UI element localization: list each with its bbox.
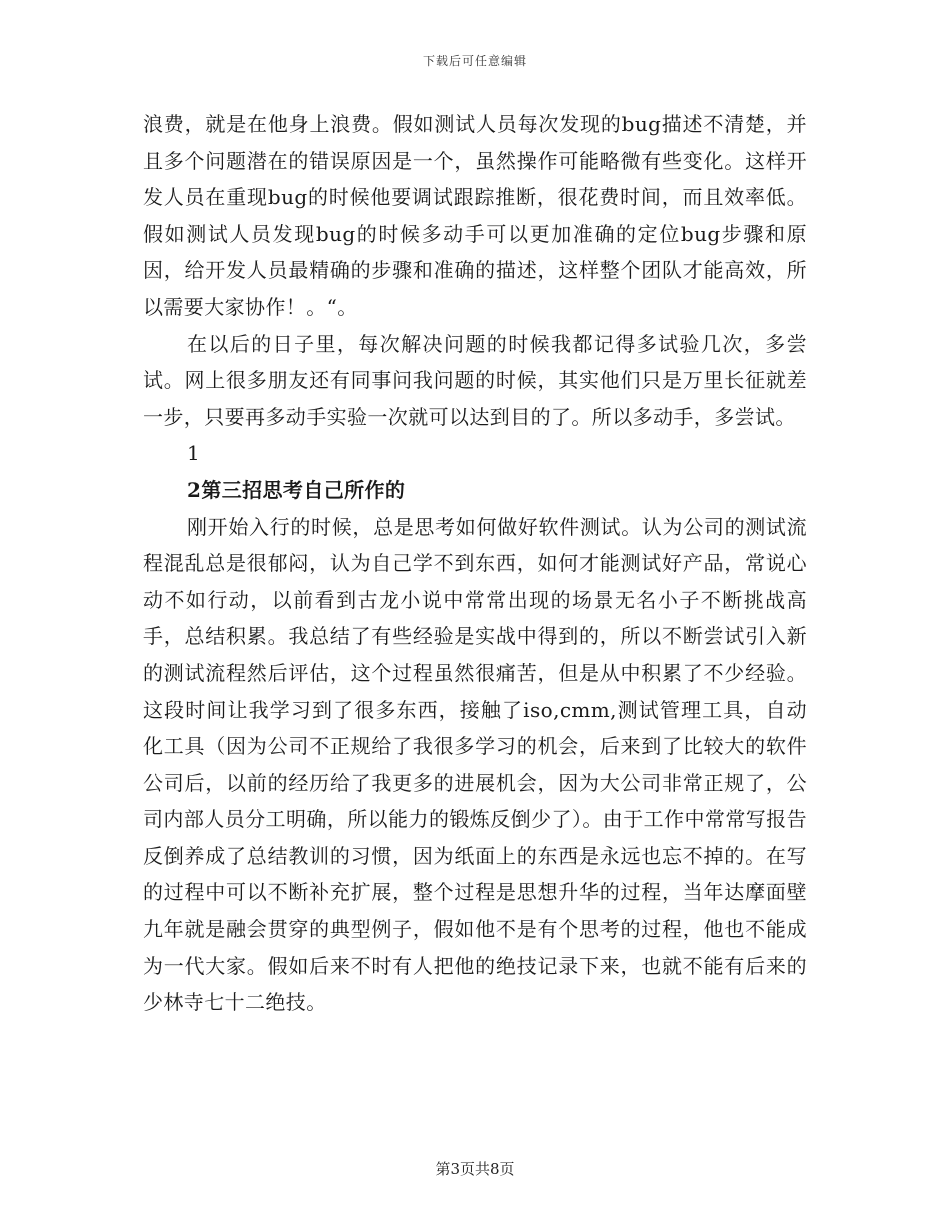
page-footer: 第3页共8页 bbox=[435, 1160, 515, 1178]
paragraph-2: 在以后的日子里，每次解决问题的时候我都记得多试验几次，多尝试。网上很多朋友还有同事问我问题的时候，其实他们只是万里长征就差一步，只要再多动手实验一次就可以达到目的了。所以多动手，多尝试。 bbox=[143, 331, 807, 429]
page-header: 下载后可任意编辑 bbox=[422, 54, 527, 68]
paragraph-3: 刚开始入行的时候，总是思考如何做好软件测试。认为公司的测试流程混乱总是很郁闷，认为自己学不到东西，如何才能测试好产品，常说心动不如行动，以前看到古龙小说中常常出现的场景无名小子不断挑战高手，总结积累。我总结了有些经验是实战中得到的，所以不断尝试引入新的测试流程然后评估，这个过程虽然很痛苦，但是从中积累了不少经验。这段时间让我学习到了很多东西，接触了iso,cmm,测试管理工具，自动化工具（因为公司不正规给了我很多学习的机会，后来到了比较大的软件公司后，以前的经历给了我更多的进展机会，因为大公司非常正规了，公司内部人员分工明确，所以能力的锻炼反倒少了）。由于工作中常常写报告反倒养成了总结教训的习惯，因为纸面上的东西是永远也忘不掉的。在写的过程中可以不断补充扩展，整个过程是思想升华的过程，当年达摩面壁九年就是融会贯穿的典型例子，假如他不是有个思考的过程，他也不能成为一代大家。假如后来不时有人把他的绝技记录下来，也就不能有后来的少林寺七十二绝技。 bbox=[143, 514, 807, 1015]
document-body bbox=[143, 106, 807, 1021]
paragraph-1: 浪费，就是在他身上浪费。假如测试人员每次发现的bug描述不清楚，并且多个问题潜在的错误原因是一个，虽然操作可能略微有些变化。这样开发人员在重现bug的时候他要调试跟踪推断，很花费时间，而且效率低。假如测试人员发现bug的时候多动手可以更加准确的定位bug步骤和原因，给开发人员最精确的步骤和准确的描述，这样整个团队才能高效，所以需要大家协作！。“。 bbox=[143, 112, 807, 319]
paragraph-number: 1 bbox=[187, 441, 201, 466]
section-heading: 2第三招思考自己所作的 bbox=[187, 477, 406, 502]
